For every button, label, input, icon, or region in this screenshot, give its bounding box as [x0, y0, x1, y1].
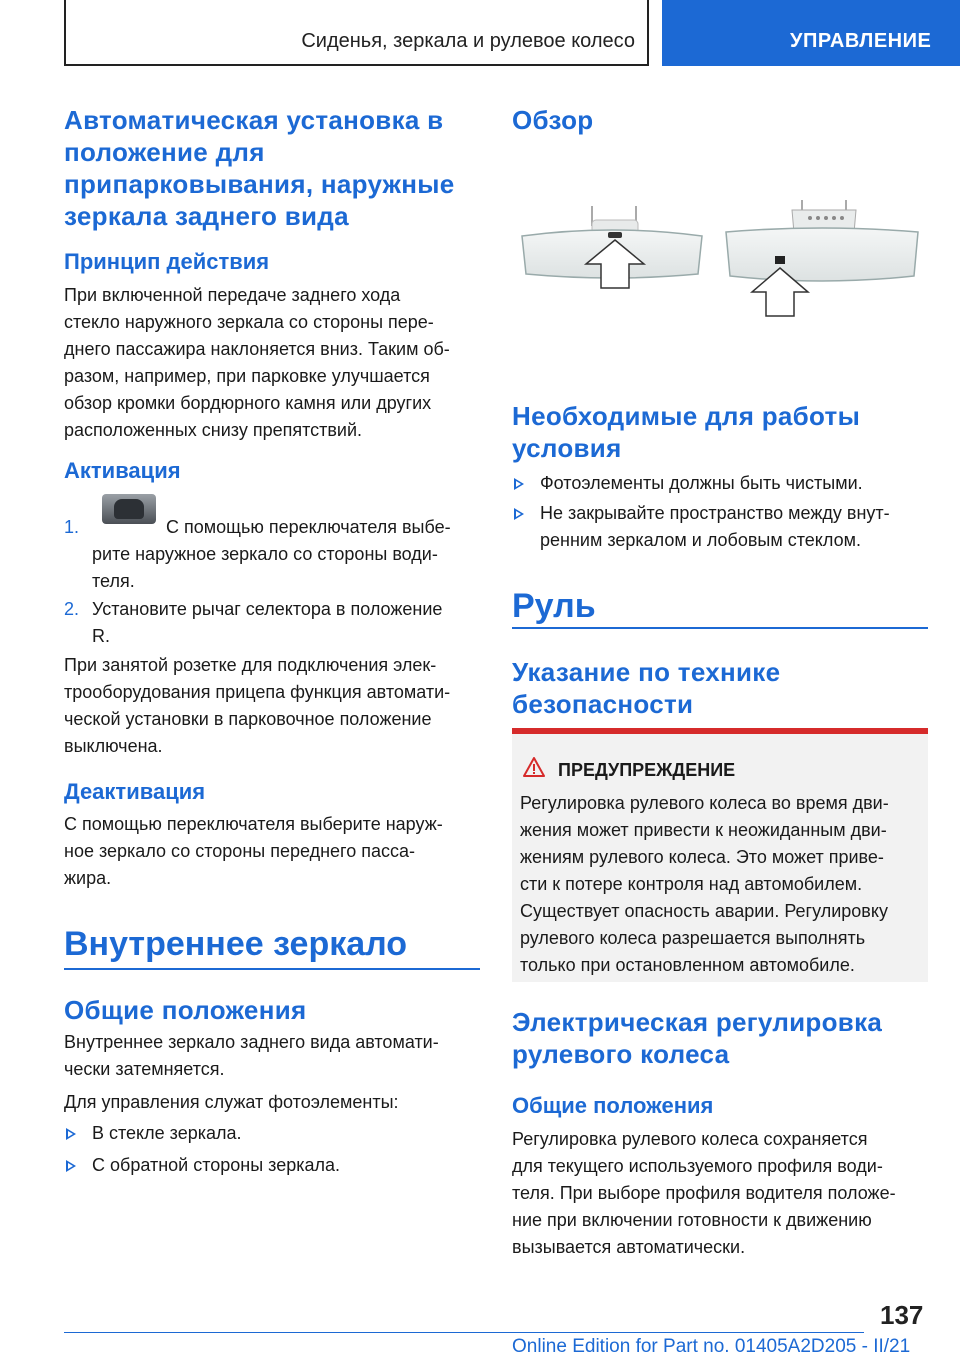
step-text: теля. [92, 571, 135, 591]
heading-line: условия [512, 433, 622, 463]
bullet-triangle-icon [66, 1160, 76, 1172]
bullet-triangle-icon [514, 478, 524, 490]
text-line: для текущего используемого профиля води- [512, 1156, 883, 1176]
text-line: днего пассажира наклоняется вниз. Таким об- [64, 339, 450, 359]
conditions-heading [512, 400, 860, 464]
header-section-bar [64, 0, 649, 66]
step-text [92, 596, 442, 650]
list-item: В стекле зеркала. [92, 1123, 242, 1143]
text-line: Внутреннее зеркало заднего вида автомати- [64, 1032, 439, 1052]
text-line: Установите рычаг селектора в положение [92, 599, 443, 619]
steering-wheel-heading: Руль [512, 587, 596, 625]
electric-adjust-heading [512, 1006, 882, 1070]
general-heading-right: Общие положения [512, 1093, 714, 1118]
general-text [64, 1029, 439, 1083]
bullet-triangle-icon [66, 1128, 76, 1140]
list-item: Фотоэлементы должны быть чистыми. [540, 473, 863, 493]
parking-mirror-title [64, 104, 455, 232]
title-line: зеркала заднего вида [64, 201, 349, 231]
text-line: теля. При выборе профиля водителя положе- [512, 1183, 896, 1203]
section-rule [512, 627, 928, 629]
text-line: разом, например, при парковке улучшается [64, 366, 430, 386]
mirror-switch-button-image [102, 494, 156, 524]
inner-mirror-illustration [512, 196, 928, 326]
text-line: При занятой розетке для подключения элек- [64, 655, 437, 675]
principle-text [64, 282, 450, 444]
warning-triangle-icon [522, 756, 546, 778]
inner-mirror-heading: Внутреннее зеркало [64, 925, 408, 963]
text-line: Регулировка рулевого колеса сохраняется [512, 1129, 868, 1149]
title-line: припарковывания, наружные [64, 169, 455, 199]
heading-line: Указание по технике [512, 657, 781, 687]
header-chapter-title: УПРАВЛЕНИЕ [790, 30, 932, 52]
text-line: С помощью переключателя выберите наруж- [64, 814, 443, 834]
warning-box [512, 728, 928, 982]
header-section-title: Сиденья, зеркала и рулевое колесо [301, 30, 635, 52]
text-line: Регулировка рулевого колеса во время дви- [520, 793, 889, 813]
step-text: рите наружное зеркало со стороны води- [92, 544, 438, 564]
text-line: R. [92, 626, 110, 646]
text-line: ренним зеркалом и лобовым стеклом. [540, 530, 861, 550]
text-line: обзор кромки бордюрного камня или других [64, 393, 432, 413]
text-line: только при остановленном автомобиле. [520, 955, 855, 975]
heading-line: рулевого колеса [512, 1039, 730, 1069]
text-line: чески затемняется. [64, 1059, 225, 1079]
text-line: жениям рулевого колеса. Это может приве- [520, 847, 884, 867]
text-line: При включенной передаче заднего хода [64, 285, 401, 305]
mirror-front-view [522, 206, 702, 288]
footer-rule [64, 1332, 864, 1333]
page-number: 137 [880, 1300, 924, 1330]
text-line: вызывается автоматически. [512, 1237, 746, 1257]
list-item: С обратной стороны зеркала. [92, 1155, 341, 1175]
text-line: стекло наружного зеркала со стороны пере- [64, 312, 434, 332]
deactivation-text [64, 811, 443, 892]
footer-edition[interactable]: Online Edition for Part no. 01405A2D205 - II/21 [512, 1336, 911, 1357]
title-line: положение для [64, 137, 265, 167]
list-item [540, 500, 890, 554]
general-text-right [512, 1126, 896, 1261]
warning-title: ПРЕДУПРЕЖДЕНИЕ [558, 760, 736, 780]
heading-line: безопасности [512, 689, 694, 719]
step-number: 2. [64, 599, 80, 619]
step-text: С помощью переключателя выбе- [166, 517, 451, 537]
warning-text [520, 790, 924, 979]
header-chapter-tab[interactable] [662, 0, 960, 66]
text-line: Существует опасность аварии. Регулировку [520, 901, 888, 921]
text-line: жира. [64, 868, 112, 888]
activation-heading: Активация [64, 458, 181, 483]
text-line: Не закрывайте пространство между внут- [540, 503, 890, 523]
mirror-back-view [726, 200, 918, 316]
text-line: трооборудования прицепа функция автомати- [64, 682, 451, 702]
sensors-intro: Для управления служат фотоэлементы: [64, 1092, 399, 1112]
text-line: жения может привести к неожиданным дви- [520, 820, 887, 840]
general-heading: Общие положения [64, 995, 307, 1025]
heading-line: Необходимые для работы [512, 401, 861, 431]
heading-line: Электрическая регулировка [512, 1007, 883, 1037]
text-line: сти к потере контроля над автомобилем. [520, 874, 863, 894]
bullet-triangle-icon [514, 508, 524, 520]
title-line: Автоматическая установка в [64, 105, 444, 135]
safety-heading [512, 656, 780, 720]
activation-note [64, 652, 450, 760]
deactivation-heading: Деактивация [64, 779, 206, 804]
text-line: ное зеркало со стороны переднего пасса- [64, 841, 415, 861]
section-rule [64, 968, 480, 970]
principle-heading: Принцип действия [64, 249, 270, 274]
text-line: ческой установки в парковочное положение [64, 709, 432, 729]
text-line: рулевого колеса разрешается выполнять [520, 928, 866, 948]
text-line: выключена. [64, 736, 163, 756]
step-number: 1. [64, 517, 80, 537]
text-line: расположенных снизу препятствий. [64, 420, 363, 440]
overview-heading: Обзор [512, 105, 594, 135]
text-line: ние при включении готовности к движению [512, 1210, 872, 1230]
